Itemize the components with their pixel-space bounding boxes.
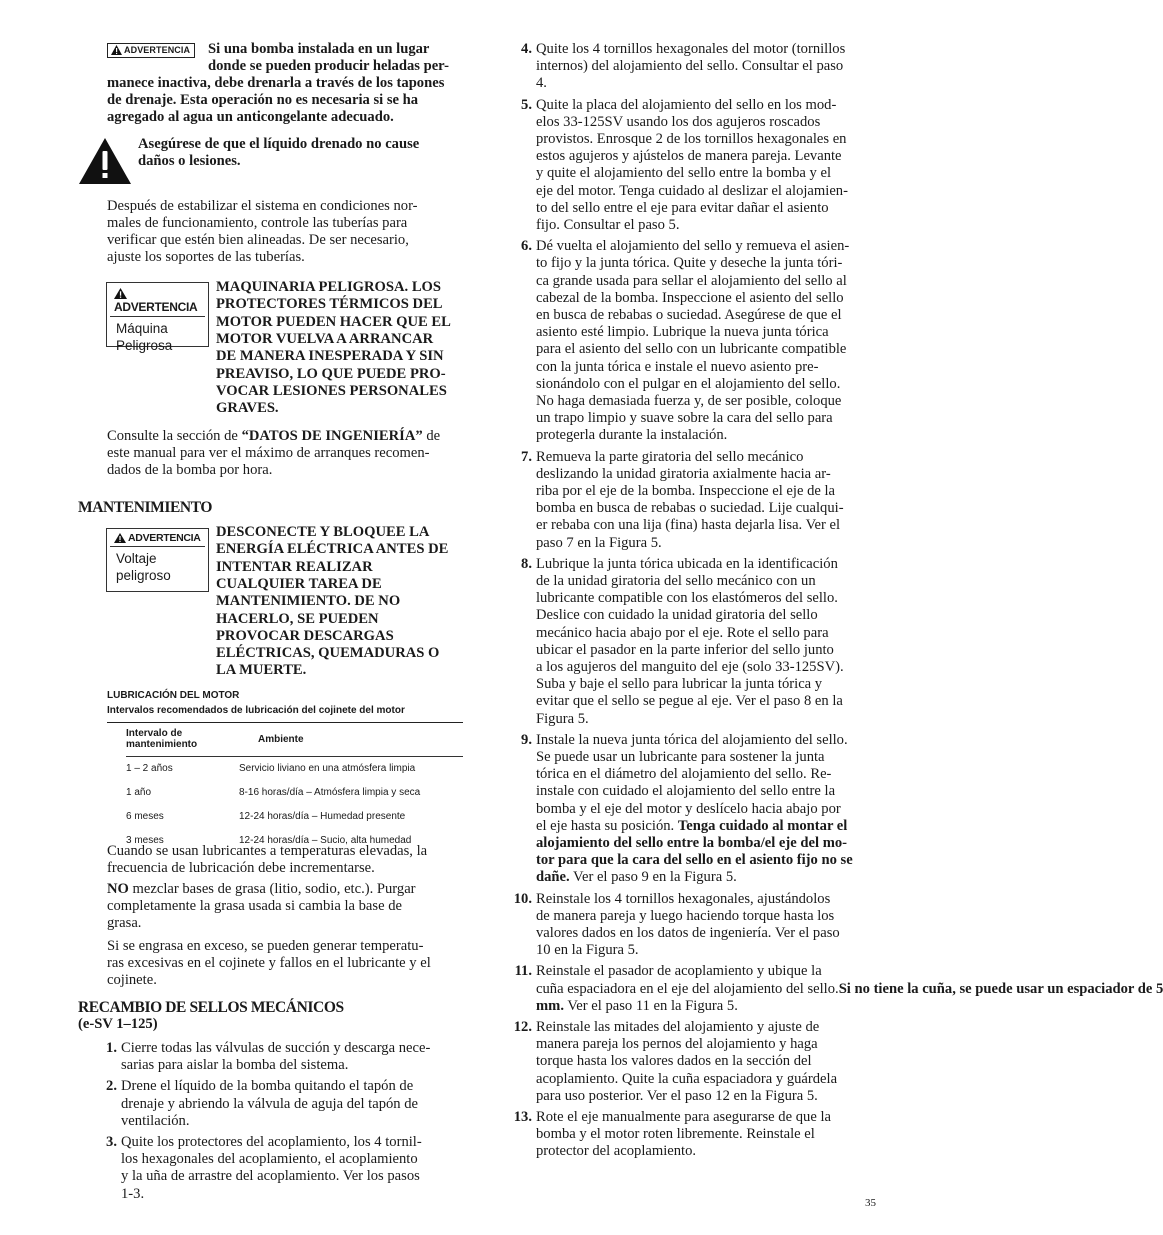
step-text-line xyxy=(536,58,843,75)
warning-badge-label: ADVERTENCIA xyxy=(124,45,191,55)
step-text-bold: mm. xyxy=(536,997,564,1014)
step-text: Ver el paso 9 en la Figura 5. xyxy=(569,869,737,886)
step-text-line xyxy=(536,341,846,358)
step-text: cabezal de la bomba. Inspeccione el asiento del sello xyxy=(536,289,844,306)
table-cell-interval: 1 – 2 años xyxy=(126,763,173,774)
step-text: Figura 5. xyxy=(536,710,589,727)
paragraph-line xyxy=(107,428,440,445)
step-text: riba por el eje de la bomba. Inspeccione el eje de la xyxy=(536,483,836,499)
step-number: 5. xyxy=(521,96,532,113)
step-text-line xyxy=(536,711,589,728)
step-text: con la junta tórica e instale el nuevo asiento pre- xyxy=(536,358,819,375)
step-text-line xyxy=(536,97,836,114)
lubrication-table xyxy=(126,724,463,853)
hazard-caps-line: MANTENIMIENTO. DE NO xyxy=(216,593,401,610)
table-header-row xyxy=(126,724,463,757)
step-text-line xyxy=(536,783,835,800)
step-text: lubricante compatible con los elastómeros del sello. xyxy=(536,590,838,607)
step-text: drenaje y abriendo la válvula de aguja del tapón de xyxy=(121,1095,419,1112)
step-text-line xyxy=(121,1040,430,1057)
step-text-line xyxy=(536,393,841,410)
step-text: de la unidad giratoria del sello mecánico con un xyxy=(536,573,816,589)
step-number: 8. xyxy=(521,555,532,572)
warning-triangle-icon xyxy=(114,533,126,543)
table-header-environment: Ambiente xyxy=(239,724,463,757)
step-text: estos agujeros y ajústelos de manera pareja. Levante xyxy=(536,148,842,165)
step-number: 10. xyxy=(513,890,532,907)
step-text-line xyxy=(536,1053,812,1070)
step-text-line xyxy=(121,1113,190,1130)
step-text-line xyxy=(536,307,842,324)
step-text: y quite el alojamiento del sello entre la bomba y el xyxy=(536,165,832,182)
step-text-line xyxy=(536,131,846,148)
step-text: bomba en busca de rebabas o suciedad. Lije cualqui- xyxy=(536,500,844,517)
hazard-box-machinery xyxy=(106,282,209,353)
step-text: provistos. Enrosque 2 de los tornillos hexagonales en xyxy=(536,131,847,147)
warning-triangle-icon xyxy=(78,137,132,185)
step-text-line xyxy=(536,1071,837,1088)
paragraph-line: verificar que estén bien alineadas. De ser necesario, xyxy=(107,232,409,248)
step-text-line xyxy=(536,732,848,749)
step-text: elos 33-125SV usando los dos agujeros roscados xyxy=(536,113,821,130)
warning-triangle-icon xyxy=(114,288,127,299)
step-text-bold: dañe. xyxy=(536,869,570,886)
step-text: Remueva la parte giratoria del sello mecánico xyxy=(536,448,804,465)
step-text-line xyxy=(536,148,842,165)
step-text-line xyxy=(536,466,831,483)
step-text: en busca de rebabas o suciedad. Asegúrese de que el xyxy=(536,307,842,323)
step-text-line xyxy=(536,942,639,959)
warning-text-line: manece inactiva, debe drenarla a través de los tapones xyxy=(107,75,445,91)
table-cell-environment: Servicio liviano en una atmósfera limpia xyxy=(239,763,416,774)
step-text-line xyxy=(536,1109,831,1126)
step-text: un trapo limpio y suave sobre la cara del sello para xyxy=(536,410,833,427)
paragraph-line: Si se engrasa en exceso, se pueden generar temperatu- xyxy=(107,938,424,954)
step-text-line xyxy=(536,273,847,290)
step-text-line xyxy=(536,200,829,217)
step-text-line xyxy=(121,1096,418,1113)
step-text-line xyxy=(536,449,803,466)
step-text-line xyxy=(536,659,844,676)
step-text: Lubrique la junta tórica ubicada en la identificación xyxy=(536,555,838,572)
step-text-line xyxy=(536,410,833,427)
step-text-line xyxy=(536,852,853,869)
step-text: cuña espaciadora en el eje del alojamiento del sello. xyxy=(536,980,839,997)
step-text-line xyxy=(536,749,825,766)
step-text: el eje hasta su posición. xyxy=(536,817,678,834)
step-text: para el asiento del sello con un lubricante compatible xyxy=(536,341,847,358)
reference-bold: “DATOS DE INGENIERÍA” xyxy=(241,428,423,444)
step-number: 3. xyxy=(106,1134,117,1150)
step-text-line xyxy=(536,891,830,908)
step-text-line xyxy=(536,376,840,393)
step-text-line xyxy=(536,517,840,534)
step-text: 4. xyxy=(536,75,547,92)
step-text-line xyxy=(121,1057,348,1074)
paragraph-line: ajuste los soportes de las tuberías. xyxy=(107,249,305,265)
step-text: bomba y el eje del motor y deslícelo hacia abajo por xyxy=(536,800,841,817)
hazard-caps-line: PREAVISO, LO QUE PUEDE PRO- xyxy=(216,365,446,382)
step-text-line xyxy=(536,869,737,886)
step-text: a los agujeros del manguito del eje (solo 33-125SV). xyxy=(536,659,844,675)
step-text: Instale la nueva junta tórica del alojamiento del sello. xyxy=(536,731,848,748)
step-text: Cierre todas las válvulas de succión y descarga nece- xyxy=(121,1040,431,1056)
step-text-line xyxy=(121,1078,413,1095)
step-text: Quite los protectores del acoplamiento, los 4 tornil- xyxy=(121,1134,422,1150)
step-text-line xyxy=(536,625,829,642)
step-text: to del sello entre el eje para evitar dañar el asiento xyxy=(536,199,829,216)
hazard-caps-line: ELÉCTRICAS, QUEMADURAS O xyxy=(216,645,440,662)
hazard-caps-line: MOTOR PUEDEN HACER QUE EL xyxy=(216,313,451,330)
section-heading-seal-replacement: RECAMBIO DE SELLOS MECÁNICOS xyxy=(78,999,344,1016)
warning-text-line: Asegúrese de que el líquido drenado no cause xyxy=(138,136,420,152)
step-text-line xyxy=(536,165,831,182)
step-text: para uso posterior. Ver el paso 12 en la Figura 5. xyxy=(536,1087,818,1104)
step-text-line xyxy=(536,183,848,200)
step-text-line xyxy=(536,642,834,659)
step-text: tórica en el diámetro del alojamiento del sello. Re- xyxy=(536,766,832,783)
hazard-caps-line: MAQUINARIA PELIGROSA. LOS xyxy=(216,279,442,295)
step-text-line xyxy=(536,590,838,607)
step-text: Se puede usar un lubricante para sostener la junta xyxy=(536,749,825,765)
step-text-line xyxy=(536,324,829,341)
warning-text-line: Si una bomba instalada en un lugar xyxy=(208,41,430,57)
page-number: 35 xyxy=(865,1197,876,1209)
hazard-box-line: peligroso xyxy=(116,568,171,583)
table-header-interval: Intervalo de mantenimiento xyxy=(126,724,239,757)
section-heading-maintenance: MANTENIMIENTO xyxy=(78,499,213,516)
hazard-box-line: Máquina xyxy=(116,321,168,336)
step-number: 9. xyxy=(521,731,532,748)
step-text-line xyxy=(536,483,835,500)
step-text-line xyxy=(536,75,547,92)
step-text-line xyxy=(536,255,842,272)
hazard-box-badge-label: ADVERTENCIA xyxy=(114,300,198,314)
step-text: Ver el paso 11 en la Figura 5. xyxy=(563,997,738,1014)
step-text-line xyxy=(536,835,847,852)
paragraph-text: mezclar bases de grasa (litio, sodio, etc.). Purgar xyxy=(128,881,416,897)
table-cell-interval: 3 meses xyxy=(126,835,164,846)
step-text: 1-3. xyxy=(121,1185,145,1202)
step-text-line xyxy=(536,801,841,818)
step-text-line xyxy=(536,238,849,255)
step-text: eje del motor. Tenga cuidado al deslizar el alojamien- xyxy=(536,182,848,199)
paragraph-line: cojinete. xyxy=(107,972,157,988)
step-text: de manera pareja y luego haciendo torque hasta los xyxy=(536,907,835,924)
step-number: 13. xyxy=(513,1109,532,1125)
step-text: Reinstale los 4 tornillos hexagonales, ajustándolos xyxy=(536,890,831,907)
paragraph-line: completamente la grasa usada si cambia la base de xyxy=(107,898,402,914)
step-text: los hexagonales del acoplamiento, el acoplamiento xyxy=(121,1151,418,1168)
step-text-line xyxy=(121,1151,418,1168)
step-text-line xyxy=(536,925,840,942)
step-text: Suba y baje el sello para lubricar la junta tórica y xyxy=(536,676,823,693)
step-text: Dé vuelta el alojamiento del sello y remueva el asien- xyxy=(536,238,850,255)
step-text: Reinstale las mitades del alojamiento y ajuste de xyxy=(536,1019,820,1035)
step-text: to fijo y la junta tórica. Quite y deseche la junta tóri- xyxy=(536,255,843,272)
step-text: deslizando la unidad giratoria axialmente hacia ar- xyxy=(536,465,831,482)
step-text-line xyxy=(536,290,844,307)
hazard-caps-line: ENERGÍA ELÉCTRICA ANTES DE xyxy=(216,541,449,558)
paragraph-text: Consulte la sección de xyxy=(107,428,242,444)
step-text: ubicar el pasador en la parte inferior del sello junto xyxy=(536,641,834,658)
step-text: mecánico hacia abajo por el eje. Rote el sello para xyxy=(536,624,829,641)
hazard-caps-line: CUALQUIER TAREA DE xyxy=(216,575,382,592)
step-number: 4. xyxy=(521,41,532,57)
step-text-line xyxy=(536,818,847,835)
warning-badge xyxy=(107,43,195,58)
step-text: No haga demasiada fuerza y, de ser posible, coloque xyxy=(536,393,842,409)
step-number: 2. xyxy=(106,1078,117,1095)
paragraph-line: dados de la bomba por hora. xyxy=(107,462,273,478)
hazard-box-line: Peligrosa xyxy=(116,338,173,353)
step-text-bold: tor para que la cara del sello en el asiento fijo no se xyxy=(536,852,853,869)
step-text: Deslice con cuidado la unidad giratoria del sello xyxy=(536,607,818,624)
step-text-line xyxy=(121,1134,422,1151)
paragraph-line: ras excesivas en el cojinete y fallos en el lubricante y el xyxy=(107,955,431,971)
step-text-line xyxy=(536,427,727,444)
step-text-line xyxy=(536,114,820,131)
hazard-caps-line: INTENTAR REALIZAR xyxy=(216,558,373,575)
step-text-line xyxy=(536,217,680,234)
lubrication-title: LUBRICACIÓN DEL MOTOR xyxy=(107,690,240,701)
step-number: 7. xyxy=(521,448,532,465)
warning-triangle-icon xyxy=(111,45,122,55)
step-text-line xyxy=(536,556,838,573)
paragraph-line: frecuencia de lubricación debe incrementarse. xyxy=(107,860,375,876)
step-text: internos) del alojamiento del sello. Consultar el paso xyxy=(536,58,844,75)
warning-text-line: de drenaje. Esta operación no es necesaria si se ha xyxy=(107,92,419,108)
warning-text-line: daños o lesiones. xyxy=(138,153,241,169)
hazard-box-text xyxy=(107,317,208,358)
step-text-line xyxy=(536,981,1163,998)
step-text: sionándolo con el pulgar en el alojamiento del sello. xyxy=(536,375,841,392)
step-text-line xyxy=(536,1036,818,1053)
step-text: paso 7 en la Figura 5. xyxy=(536,534,662,551)
step-text-line xyxy=(536,998,738,1015)
emphasis-no: NO xyxy=(107,881,129,897)
table-cell-interval: 6 meses xyxy=(126,811,164,822)
warning-text-line: donde se pueden producir heladas per- xyxy=(208,58,449,74)
step-text: Rote el eje manualmente para asegurarse de que la xyxy=(536,1109,831,1125)
step-number: 6. xyxy=(521,238,532,255)
section-subheading: (e-SV 1–125) xyxy=(78,1016,158,1032)
table-top-rule xyxy=(107,722,463,723)
step-text-bold: alojamiento del sello entre la bomba/el eje del mo- xyxy=(536,835,848,851)
step-text-line xyxy=(121,1168,420,1185)
paragraph-line: grasa. xyxy=(107,915,142,931)
step-text: Quite los 4 tornillos hexagonales del motor (tornillos xyxy=(536,41,846,57)
step-text-line xyxy=(536,1126,815,1143)
step-text: er rebaba con una lija (fina) hasta dejarla lisa. Ver el xyxy=(536,517,841,534)
step-text: manera pareja los pernos del alojamiento y haga xyxy=(536,1036,818,1053)
step-text: acoplamiento. Quite la cuña espaciadora y guárdela xyxy=(536,1070,838,1087)
step-text: 10 en la Figura 5. xyxy=(536,942,639,959)
hazard-caps-line: GRAVES. xyxy=(216,400,279,417)
table-cell-environment: 12-24 horas/día – Sucio, alta humedad xyxy=(239,835,412,846)
step-text-line xyxy=(536,607,818,624)
step-text: valores dados en los datos de ingeniería. Ver el paso xyxy=(536,925,840,941)
paragraph-line: Después de estabilizar el sistema en condiciones nor- xyxy=(107,198,418,214)
step-text-line xyxy=(536,676,822,693)
hazard-caps-line: LA MUERTE. xyxy=(216,662,307,679)
paragraph-line: Cuando se usan lubricantes a temperaturas elevadas, la xyxy=(107,843,428,859)
hazard-box-badge-label: ADVERTENCIA xyxy=(128,532,201,544)
step-text-line xyxy=(536,1143,696,1160)
table-cell-interval: 1 año xyxy=(126,787,152,798)
step-text-bold: Si no tiene la cuña, se puede usar un espaciador de 5 xyxy=(838,980,1163,997)
step-text: evitar que el sello se pegue al eje. Ver el paso 8 en la xyxy=(536,693,843,710)
step-text-line xyxy=(536,908,834,925)
table-row xyxy=(126,805,463,829)
step-text-line xyxy=(536,963,822,980)
step-text: sarias para aislar la bomba del sistema. xyxy=(121,1057,349,1074)
warning-text-line: agregado al agua un anticongelante adecuado. xyxy=(107,109,394,125)
table-cell-environment: 12-24 horas/día – Humedad presente xyxy=(239,811,406,822)
step-text: y la uña de arrastre del acoplamiento. Ver los pasos xyxy=(121,1168,420,1185)
hazard-box-text xyxy=(107,547,208,588)
hazard-caps-line: DESCONECTE Y BLOQUEE LA xyxy=(216,524,430,540)
lubrication-subtitle: Intervalos recomendados de lubricación del cojinete del motor xyxy=(107,705,405,716)
step-text: asiento esté limpio. Lubrique la nueva junta tórica xyxy=(536,324,829,341)
hazard-caps-line: DE MANERA INESPERADA Y SIN xyxy=(216,348,444,365)
step-text: protector del acoplamiento. xyxy=(536,1143,697,1160)
hazard-caps-line: MOTOR VUELVA A ARRANCAR xyxy=(216,330,434,347)
hazard-box-line: Voltaje xyxy=(116,551,157,566)
step-text: Reinstale el pasador de acoplamiento y ubique la xyxy=(536,963,822,980)
step-text: ca grande usada para sellar el alojamiento del sello al xyxy=(536,272,847,289)
step-text-line xyxy=(536,41,845,58)
table-row xyxy=(126,757,463,782)
step-text: Drene el líquido de la bomba quitando el tapón de xyxy=(121,1078,414,1095)
step-text: Quite la placa del alojamiento del sello en los mod- xyxy=(536,96,837,113)
step-text: torque hasta los valores dados en la sección del xyxy=(536,1053,812,1070)
step-text-line xyxy=(536,766,831,783)
step-text: fijo. Consultar el paso 5. xyxy=(536,217,680,233)
hazard-caps-line: HACERLO, SE PUEDEN xyxy=(216,610,379,627)
paragraph-text: de xyxy=(422,428,441,444)
step-text: bomba y el motor roten libremente. Reinstale el xyxy=(536,1126,815,1143)
step-text: protegerla durante la instalación. xyxy=(536,427,728,444)
step-text-line xyxy=(536,693,843,710)
step-text: instale con cuidado el alojamiento del sello entre la xyxy=(536,783,836,800)
paragraph-line xyxy=(107,881,416,898)
hazard-box-header xyxy=(110,283,205,317)
paragraph-line: este manual para ver el máximo de arranques recomen- xyxy=(107,445,430,461)
step-text-line xyxy=(536,573,816,590)
step-text-bold: Tenga cuidado al montar el xyxy=(677,817,848,834)
table-row xyxy=(126,781,463,805)
hazard-box-voltage xyxy=(106,528,209,592)
step-text: ventilación. xyxy=(121,1112,190,1129)
step-number: 12. xyxy=(513,1019,532,1035)
hazard-caps-line: VOCAR LESIONES PERSONALES xyxy=(216,382,447,399)
hazard-box-header xyxy=(110,529,205,547)
table-cell-environment: 8-16 horas/día – Atmósfera limpia y seca xyxy=(239,787,421,798)
step-text-line xyxy=(536,1019,819,1036)
step-text-line xyxy=(121,1186,144,1203)
step-text-line xyxy=(536,535,662,552)
hazard-caps-line: PROVOCAR DESCARGAS xyxy=(216,627,394,644)
hazard-caps-line: PROTECTORES TÉRMICOS DEL xyxy=(216,296,443,313)
step-text-line xyxy=(536,359,818,376)
step-text-line xyxy=(536,1088,818,1105)
step-number: 11. xyxy=(514,963,532,980)
step-number: 1. xyxy=(106,1040,117,1056)
paragraph-line: males de funcionamiento, controle las tuberías para xyxy=(107,215,408,231)
step-text-line xyxy=(536,500,844,517)
